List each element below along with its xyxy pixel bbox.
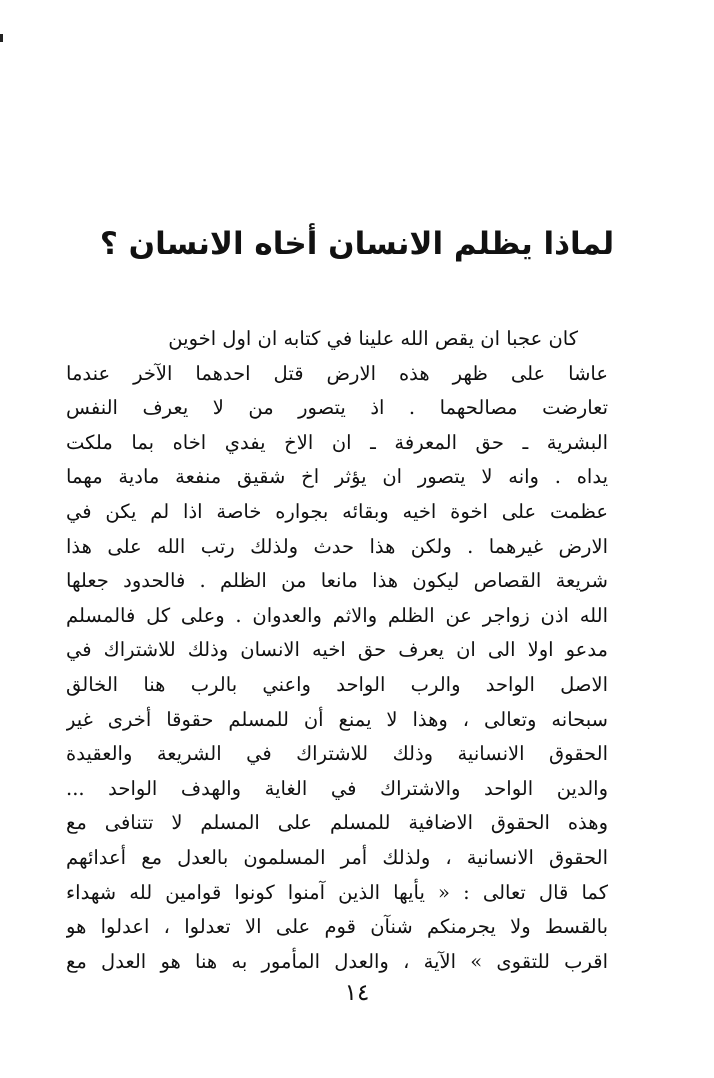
text-line: اقرب للتقوى » الآية ، والعدل المأمور به هنا هو العدل مع bbox=[66, 949, 608, 973]
text-line: والدين الواحد والاشتراك في الغاية والهدف الواحد ... bbox=[66, 776, 608, 800]
text-line: كان عجبا ان يقص الله علينا في كتابه ان اول اخوين bbox=[168, 327, 578, 350]
text-line: شريعة القصاص ليكون هذا مانعا من الظلم . فالحدود جعلها bbox=[66, 569, 608, 593]
text-line: وهذه الحقوق الاضافية للمسلم على المسلم لا تتنافى مع bbox=[66, 811, 608, 835]
text-line: الاصل الواحد والرب الواحد واعني بالرب هنا الخالق bbox=[66, 672, 608, 696]
text-line: الحقوق الانسانية وذلك للاشتراك في الشريعة والعقيدة bbox=[66, 742, 608, 766]
text-line: تعارضت مصالحهما . اذ يتصور من لا يعرف النفس bbox=[66, 396, 608, 420]
text-line: عظمت على اخوة اخيه وبقائه بجواره خاصة اذا لم يكن في bbox=[66, 499, 608, 523]
text-line: الحقوق الانسانية ، ولذلك أمر المسلمون بالعدل مع أعدائهم bbox=[66, 845, 608, 869]
text-line: مدعو اولا الى ان يعرف حق اخيه الانسان وذلك للاشتراك في bbox=[66, 638, 608, 662]
text-line: يداه . وانه لا يتصور ان يؤثر اخ شقيق منفعة مادية مهما bbox=[66, 465, 608, 489]
text-line: عاشا على ظهر هذه الارض قتل احدهما الآخر عندما bbox=[66, 361, 608, 385]
scan-edge-mark bbox=[0, 34, 3, 42]
text-line: بالقسط ولا يجرمنكم شنآن قوم على الا تعدلوا ، اعدلوا هو bbox=[66, 915, 608, 939]
chapter-title: لماذا يظلم الانسان أخاه الانسان ؟ bbox=[99, 226, 615, 262]
text-line: كما قال تعالى : « يأيها الذين آمنوا كونوا قوامين لله شهداء bbox=[66, 880, 608, 904]
text-line: الله اذن زواجر عن الظلم والاثم والعدوان . وعلى كل فالمسلم bbox=[66, 603, 608, 627]
body-paragraph bbox=[66, 322, 608, 979]
page-number: ١٤ bbox=[344, 980, 370, 1006]
text-line: البشرية ـ حق المعرفة ـ ان الاخ يفدي اخاه بما ملكت bbox=[66, 430, 608, 454]
text-line: الارض غيرهما . ولكن هذا حدث ولذلك رتب الله على هذا bbox=[66, 534, 608, 558]
text-line: سبحانه وتعالى ، وهذا لا يمنع أن للمسلم حقوقا أخرى غير bbox=[66, 707, 608, 731]
